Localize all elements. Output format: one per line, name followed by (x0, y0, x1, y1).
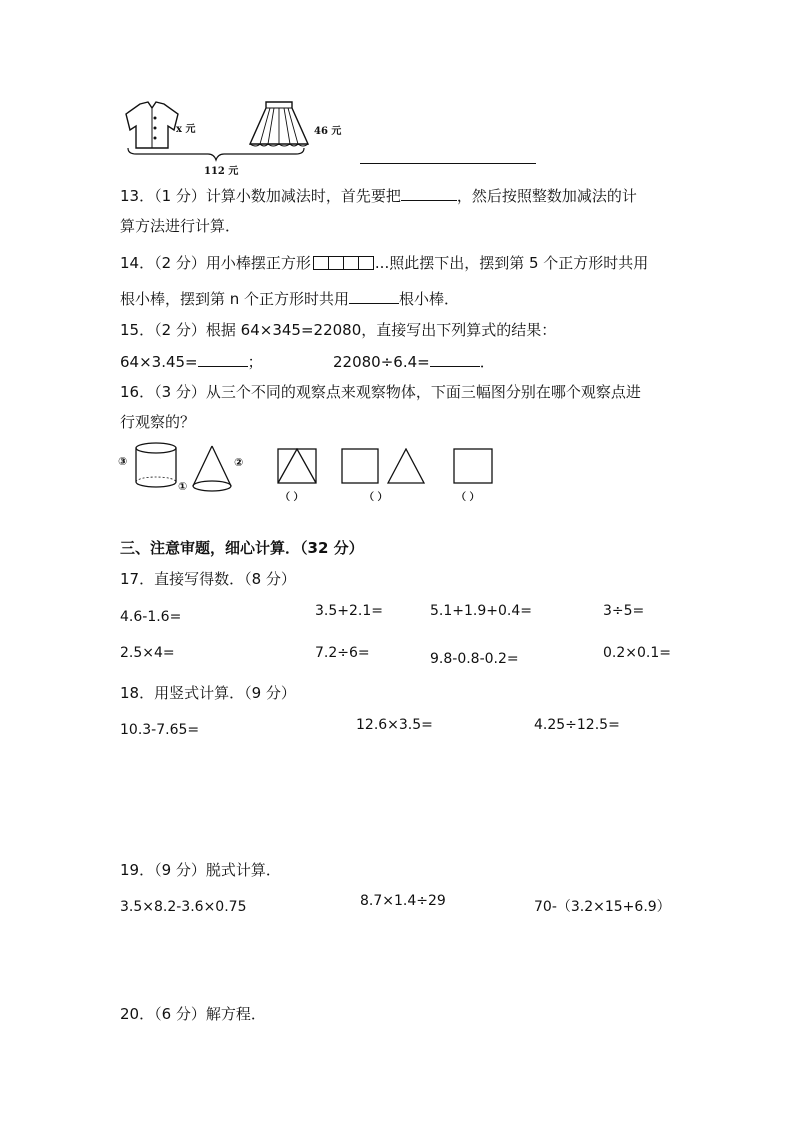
cylinder-icon (132, 440, 180, 492)
q13-blank[interactable] (401, 186, 457, 201)
q15-text: 15．（2 分）根据 64×345=22080，直接写出下列算式的结果： (120, 321, 557, 339)
q15-expr1 (120, 352, 263, 372)
q18-item-1: 10.3-7.65= (120, 722, 200, 738)
q14-text-d: 根小棒． (399, 290, 460, 308)
q18-item-2: 12.6×3.5= (356, 717, 433, 733)
observer-marker-2: ② (234, 456, 244, 469)
square-icon (452, 448, 498, 484)
q16-text-a: 16．（3 分）从三个不同的观察点来观察物体，下面三幅图分别在哪个观察点进 (120, 383, 641, 401)
squares-figure (313, 255, 373, 275)
q18-item-3: 4.25÷12.5= (534, 717, 620, 733)
q16-paren-1[interactable]: （ ） (280, 492, 304, 503)
q17-item-3: 5.1+1.9+0.4= (430, 603, 532, 619)
q19-item-2: 8.7×1.4÷29 (360, 893, 446, 909)
q13-line1 (120, 186, 637, 206)
cone-icon (190, 444, 234, 494)
q14-text-a: 14．（2 分）用小棒摆正方形 (120, 254, 311, 272)
q15-blank-1[interactable] (198, 352, 248, 367)
q13-text-c: 算方法进行计算． (120, 217, 241, 235)
q17-item-8: 0.2×0.1= (603, 645, 671, 661)
total-price-label: 112 元 (204, 166, 239, 177)
q16-objects-figure (118, 440, 258, 496)
q15-blank-2[interactable] (430, 352, 480, 367)
q16-view-1 (276, 448, 322, 504)
q17-item-5: 2.5×4= (120, 645, 175, 661)
jacket-icon (122, 100, 182, 150)
q15-expr2 (333, 352, 495, 372)
q17-title: 17．直接写得数．（8 分） (120, 570, 296, 588)
observer-marker-1: ① (178, 480, 188, 493)
q14-line1 (120, 253, 648, 275)
q16-view-2 (340, 448, 430, 504)
q13-text-a: 13．（1 分）计算小数加减法时，首先要把 (120, 187, 401, 205)
q15-separator: ； (247, 353, 263, 371)
q17-item-6: 7.2÷6= (315, 645, 370, 661)
jacket-price-label: x 元 (176, 124, 196, 135)
q17-item-1: 4.6-1.6= (120, 609, 182, 625)
q20-title: 20．（6 分）解方程． (120, 1005, 266, 1023)
q14-text-b: ...照此摆下出，摆到第 5 个正方形时共用 (374, 254, 649, 272)
q16-text-b: 行观察的？ (120, 413, 196, 431)
q12-answer-blank[interactable] (360, 163, 536, 164)
q14-blank[interactable] (349, 289, 399, 304)
q14-line2 (120, 289, 459, 309)
section-3-title: 三、注意审题，细心计算．（32 分） (120, 539, 364, 557)
observer-marker-3: ③ (118, 455, 128, 468)
q15-expr2-text: 22080÷6.4= (333, 353, 430, 371)
q15-line1 (120, 320, 556, 340)
q16-view-3 (452, 448, 498, 504)
q13-text-b: ，然后按照整数加减法的计 (456, 187, 637, 205)
q16-line1 (120, 382, 641, 402)
skirt-price-label: 46 元 (314, 126, 342, 137)
square-with-triangle-icon (276, 448, 322, 484)
q16-paren-2[interactable]: （ ） (364, 492, 388, 503)
q17-item-2: 3.5+2.1= (315, 603, 383, 619)
q19-title: 19．（9 分）脱式计算． (120, 861, 281, 879)
q17-item-4: 3÷5= (603, 603, 645, 619)
skirt-icon (246, 98, 312, 150)
total-brace (126, 146, 306, 162)
q17-item-7: 9.8-0.8-0.2= (430, 651, 519, 667)
q12-figure (118, 96, 358, 176)
q15-end: ． (479, 353, 495, 371)
square-and-triangle-icon (340, 448, 430, 484)
q16-line2 (120, 412, 195, 432)
q15-expr1-text: 64×3.45= (120, 353, 198, 371)
q19-item-1: 3.5×8.2-3.6×0.75 (120, 899, 247, 915)
q18-title: 18．用竖式计算．（9 分） (120, 684, 296, 702)
q14-text-c: 根小棒，摆到第 n 个正方形时共用 (120, 290, 350, 308)
q16-paren-3[interactable]: （ ） (456, 492, 480, 503)
q13-line2 (120, 216, 240, 236)
q19-item-3: 70-（3.2×15+6.9） (534, 899, 671, 915)
